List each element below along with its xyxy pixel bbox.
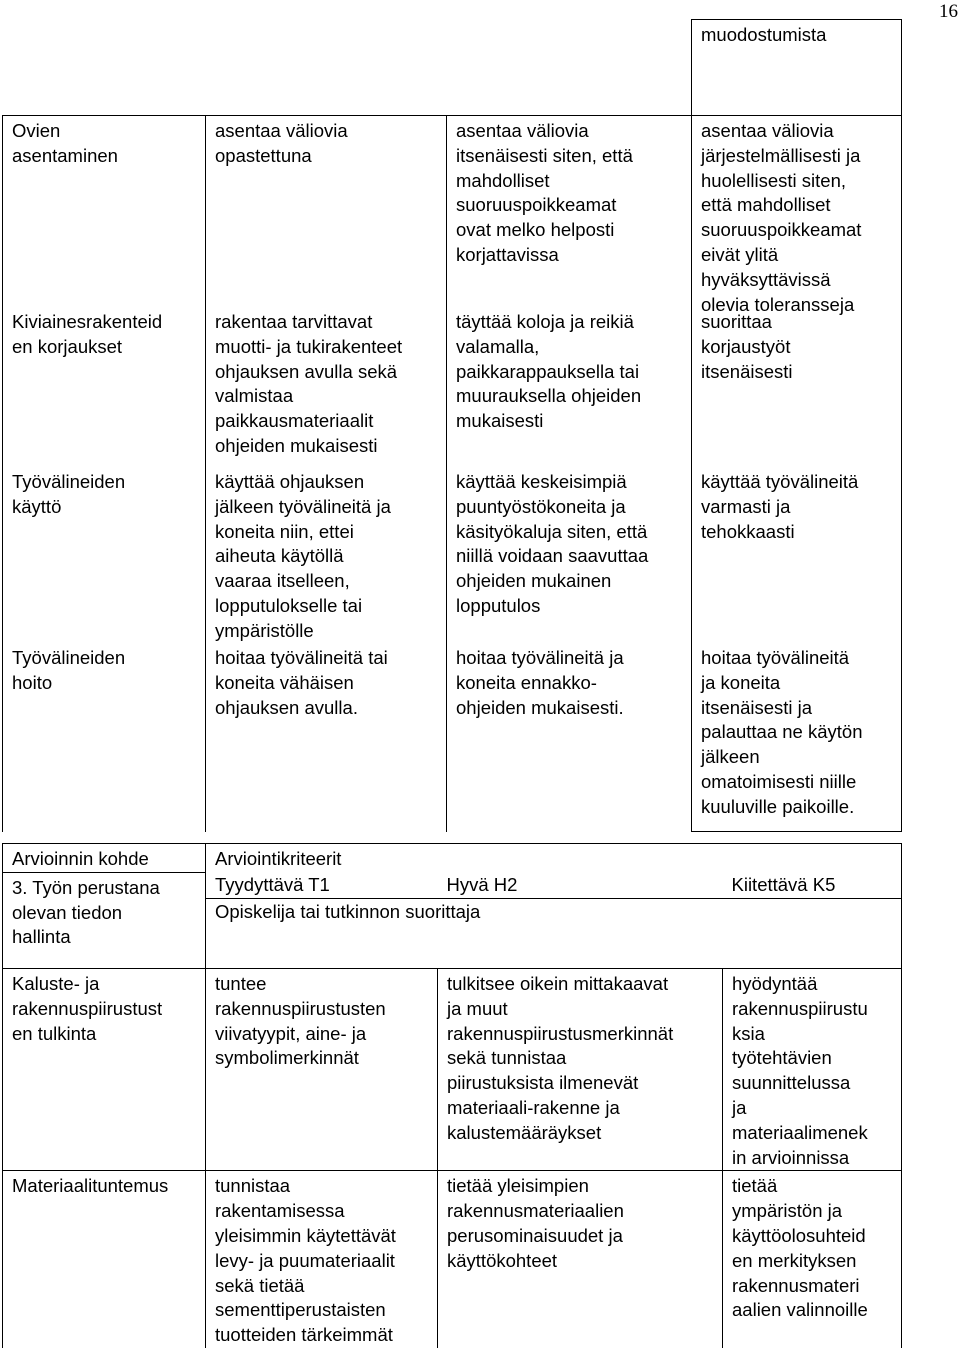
target-text: Ovien asentaminen bbox=[12, 120, 118, 166]
k5-text: asentaa väliovia järjestelmällisesti ja huolellisesti siten, että mahdolliset suoruuspoikkeamat eivät ylitä hyväksyttävissä olevia toleransseja bbox=[701, 120, 862, 315]
column-header-text: Arvioinnin kohde bbox=[12, 848, 149, 869]
target-text: Työvälineiden käyttö bbox=[12, 471, 126, 517]
section-target-cell bbox=[3, 872, 206, 968]
k5-text: käyttää työvälineitä varmasti ja tehokkaasti bbox=[701, 471, 859, 542]
header-fragment-text: muodostumista bbox=[701, 24, 827, 45]
h2-text: tietää yleisimpien rakennusmateriaalien perusominaisuudet ja käyttökohteet bbox=[447, 1175, 624, 1271]
k5-text: hoitaa työvälineitä ja koneita itsenäisesti ja palauttaa ne käytön jälkeen omatoimisesti niille kuuluville paikoille. bbox=[701, 647, 863, 817]
t1-text: asentaa väliovia opastettuna bbox=[215, 120, 348, 166]
h2-text: täyttää koloja ja reikiä valamalla, paikkarappauksella tai muurauksella ohjeiden mukaisesti bbox=[456, 311, 642, 432]
k5-text: tietää ympäristön ja käyttöolosuhteid en merkityksen rakennusmateri aalien valinnoille bbox=[732, 1175, 868, 1321]
k5-text: suorittaa korjaustyöt itsenäisesti bbox=[701, 311, 793, 382]
table-row bbox=[3, 844, 902, 873]
table-row bbox=[3, 872, 902, 898]
h2-text: käyttää keskeisimpiä puuntyöstökoneita ja käsityökaluja siten, että niillä voidaan saavuttaa ohjeiden mukainen lopputulos bbox=[456, 471, 649, 616]
t1-text: hoitaa työvälineitä tai koneita vähäisen ohjauksen avulla. bbox=[215, 647, 388, 718]
column-header-text: Arviointikriteerit bbox=[215, 848, 342, 869]
t1-text: rakentaa tarvittavat muotti- ja tukirakenteet ohjauksen avulla sekä valmistaa paikkausmateriaalit ohjeiden mukaisesti bbox=[215, 311, 403, 456]
table-row bbox=[3, 969, 902, 1171]
table-row bbox=[3, 20, 902, 116]
table-row bbox=[3, 1171, 902, 1348]
section-target-text: 3. Työn perustana olevan tiedon hallinta bbox=[12, 876, 160, 948]
lower-criteria-table bbox=[2, 843, 902, 1348]
target-text: Kiviainesrakenteid en korjaukset bbox=[12, 311, 163, 357]
t1-text: tunnistaa rakentamisessa yleisimmin käytettävät levy- ja puumateriaalit sekä tietää sementtiperustaisten tuotteiden tärkeimmät bbox=[215, 1175, 396, 1346]
column-header-criteria bbox=[206, 844, 902, 873]
section-subject-cell bbox=[206, 899, 902, 969]
table-row bbox=[3, 116, 902, 832]
section-subject-text: Opiskelija tai tutkinnon suorittaja bbox=[215, 901, 481, 923]
upper-criteria-table bbox=[2, 19, 902, 832]
target-text: Kaluste- ja rakennuspiirustust en tulkinta bbox=[12, 973, 163, 1044]
h2-text: tulkitsee oikein mittakaavat ja muut rakennuspiirustusmerkinnät sekä tunnistaa piirustuksista ilmenevät materiaali-rakenne ja kalustemääräykset bbox=[447, 973, 674, 1143]
h2-text: hoitaa työvälineitä ja koneita ennakko- ohjeiden mukaisesti. bbox=[456, 647, 624, 718]
column-header-target bbox=[3, 844, 206, 873]
target-text: Materiaalituntemus bbox=[12, 1175, 169, 1197]
k5-text: hyödyntää rakennuspiirustu ksia työtehtävien suunnittelussa ja materiaalimenek in arvioinnissa bbox=[732, 973, 868, 1168]
level-h2-label: Hyvä H2 bbox=[446, 874, 518, 896]
level-k5-label: Kiitettävä K5 bbox=[731, 874, 836, 896]
t1-text: käyttää ohjauksen jälkeen työvälineitä ja koneita niin, ettei aiheuta käytöllä vaaraa itselleen, lopputulokselle tai ympäristölle bbox=[215, 471, 391, 641]
page-number: 16 bbox=[939, 1, 958, 22]
target-text: Työvälineiden hoito bbox=[12, 647, 126, 693]
header-fragment-cell bbox=[692, 20, 902, 116]
h2-text: asentaa väliovia itsenäisesti siten, että mahdolliset suoruuspoikkeamat ovat melko helposti korjattavissa bbox=[456, 120, 633, 265]
level-t1-label: Tyydyttävä T1 bbox=[215, 874, 330, 896]
t1-text: tuntee rakennuspiirustusten viivatyypit, aine- ja symbolimerkinnät bbox=[215, 973, 386, 1069]
